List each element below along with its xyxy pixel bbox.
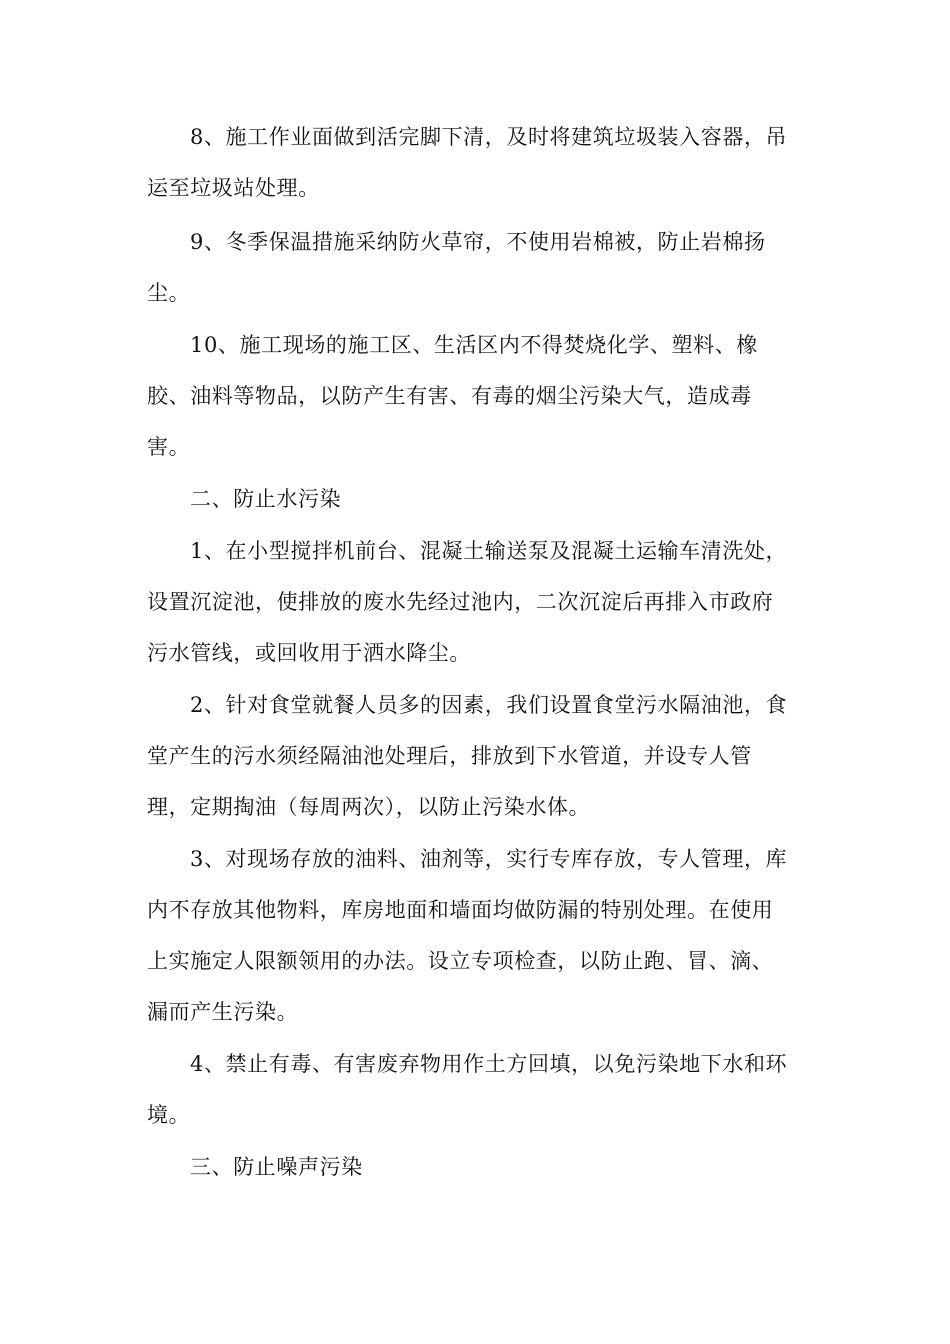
water-item-2-line-1: 2、针对食堂就餐人员多的因素，我们设置食堂污水隔油池，食 [190,693,788,717]
water-item-1-line-3: 污水管线，或回收用于洒水降尘。 [147,641,471,665]
water-item-4-line-2: 境。 [147,1103,191,1127]
paragraph-10-line-1: 10、施工现场的施工区、生活区内不得焚烧化学、塑料、橡 [190,333,758,357]
water-item-2-line-3: 理，定期掏油（每周两次），以防止污染水体。 [147,795,591,819]
section-heading-noise: 三、防止噪声污染 [190,1155,363,1179]
water-item-4-line-1: 4、禁止有毒、有害废弃物用作土方回填，以免污染地下水和环 [190,1052,788,1076]
paragraph-10-line-3: 害。 [147,435,191,459]
water-item-1-line-1: 1、在小型搅拌机前台、混凝土输送泵及混凝土运输车清洗处， [190,539,788,563]
water-item-3-line-1: 3、对现场存放的油料、油剂等，实行专库存放，专人管理，库 [190,847,788,871]
water-item-2-line-2: 堂产生的污水须经隔油池处理后，排放到下水管道，并设专人管 [147,744,752,768]
paragraph-9-line-1: 9、冬季保温措施采纳防火草帘，不使用岩棉被，防止岩棉扬 [190,230,766,254]
water-item-3-line-2: 内不存放其他物料，库房地面和墙面均做防漏的特别处理。在使用 [147,898,774,922]
section-heading-water: 二、防止水污染 [190,487,342,511]
paragraph-10-line-2: 胶、油料等物品，以防产生有害、有毒的烟尘污染大气，造成毒 [147,384,752,408]
water-item-3-line-3: 上实施定人限额领用的办法。设立专项检查，以防止跑、冒、滴、 [147,949,774,973]
water-item-3-line-4: 漏而产生污染。 [147,1000,299,1024]
water-item-1-line-2: 设置沉淀池，使排放的废水先经过池内，二次沉淀后再排入市政府 [147,590,774,614]
paragraph-8-line-2: 运至垃圾站处理。 [147,176,320,200]
paragraph-9-line-2: 尘。 [147,281,191,305]
paragraph-8-line-1: 8、施工作业面做到活完脚下清，及时将建筑垃圾装入容器，吊 [190,125,788,149]
